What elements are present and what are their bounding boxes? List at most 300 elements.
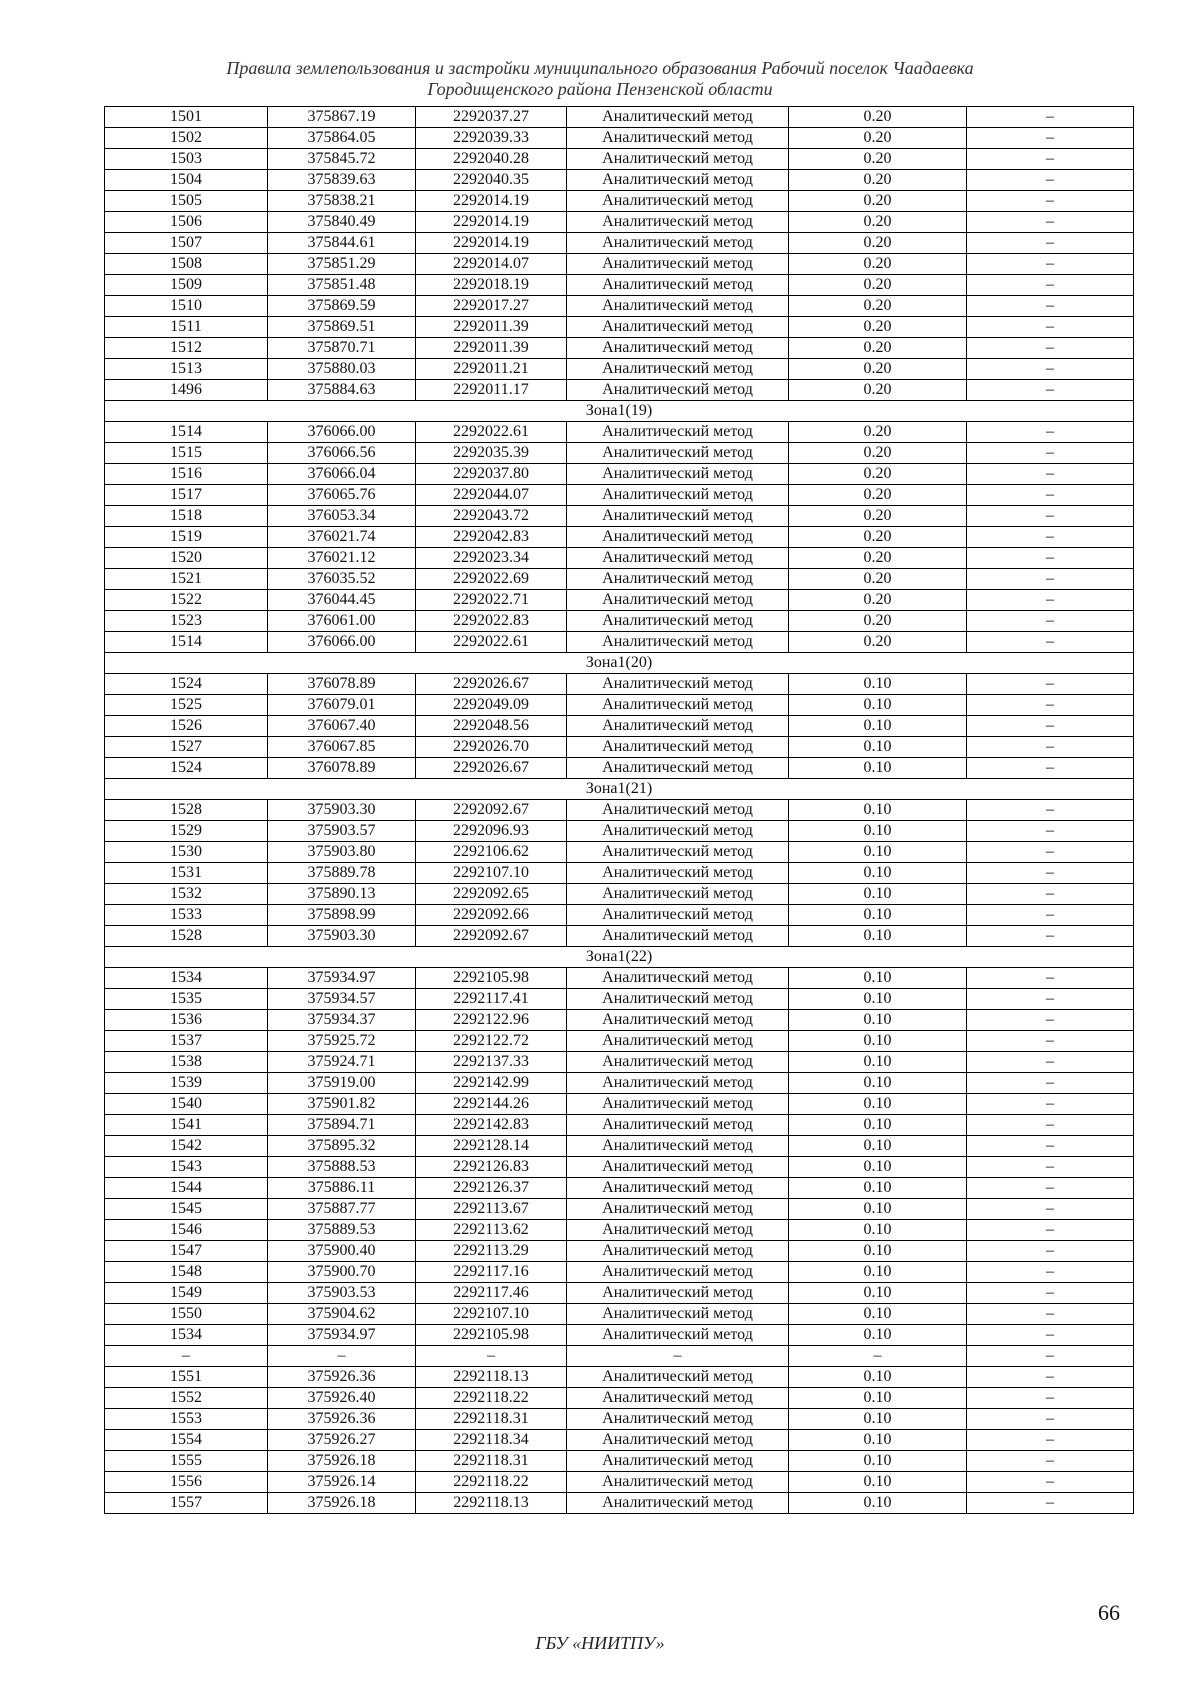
- x-coordinate-cell: 375888.53: [268, 1157, 416, 1178]
- accuracy-cell: 0.10: [789, 1136, 967, 1157]
- accuracy-cell: 0.10: [789, 884, 967, 905]
- accuracy-cell: 0.20: [789, 422, 967, 443]
- description-cell: –: [967, 212, 1134, 233]
- x-coordinate-cell: 376044.45: [268, 590, 416, 611]
- y-coordinate-cell: 2292048.56: [416, 716, 567, 737]
- table-row: [105, 842, 1134, 863]
- x-coordinate-cell: 375934.37: [268, 1010, 416, 1031]
- description-cell: –: [967, 1325, 1134, 1346]
- accuracy-cell: 0.10: [789, 1220, 967, 1241]
- table-row: [105, 1220, 1134, 1241]
- table-row: [105, 1241, 1134, 1262]
- method-cell: Аналитический метод: [567, 737, 789, 758]
- accuracy-cell: 0.20: [789, 359, 967, 380]
- y-coordinate-cell: 2292126.83: [416, 1157, 567, 1178]
- point-number-cell: 1508: [105, 254, 268, 275]
- description-cell: –: [967, 632, 1134, 653]
- description-cell: –: [967, 737, 1134, 758]
- point-number-cell: 1543: [105, 1157, 268, 1178]
- x-coordinate-cell: 375903.80: [268, 842, 416, 863]
- x-coordinate-cell: 375864.05: [268, 128, 416, 149]
- description-cell: –: [967, 1388, 1134, 1409]
- y-coordinate-cell: 2292092.66: [416, 905, 567, 926]
- accuracy-cell: 0.10: [789, 1199, 967, 1220]
- point-number-cell: 1503: [105, 149, 268, 170]
- x-coordinate-cell: 375889.78: [268, 863, 416, 884]
- method-cell: Аналитический метод: [567, 212, 789, 233]
- zone-header-row: [105, 947, 1134, 968]
- x-coordinate-cell: 375926.18: [268, 1493, 416, 1514]
- accuracy-cell: 0.20: [789, 506, 967, 527]
- method-cell: Аналитический метод: [567, 191, 789, 212]
- method-cell: Аналитический метод: [567, 968, 789, 989]
- point-number-cell: 1515: [105, 443, 268, 464]
- y-coordinate-cell: 2292118.22: [416, 1472, 567, 1493]
- x-coordinate-cell: 376065.76: [268, 485, 416, 506]
- method-cell: Аналитический метод: [567, 527, 789, 548]
- x-coordinate-cell: 375886.11: [268, 1178, 416, 1199]
- point-number-cell: 1511: [105, 317, 268, 338]
- x-coordinate-cell: 375889.53: [268, 1220, 416, 1241]
- accuracy-cell: 0.10: [789, 1493, 967, 1514]
- table-row: [105, 1388, 1134, 1409]
- accuracy-cell: 0.10: [789, 674, 967, 695]
- description-cell: –: [967, 1094, 1134, 1115]
- method-cell: Аналитический метод: [567, 149, 789, 170]
- point-number-cell: 1534: [105, 1325, 268, 1346]
- x-coordinate-cell: 375839.63: [268, 170, 416, 191]
- description-cell: –: [967, 1262, 1134, 1283]
- point-number-cell: 1536: [105, 1010, 268, 1031]
- accuracy-cell: 0.20: [789, 149, 967, 170]
- method-cell: Аналитический метод: [567, 1115, 789, 1136]
- description-cell: –: [967, 989, 1134, 1010]
- y-coordinate-cell: 2292092.67: [416, 926, 567, 947]
- description-cell: –: [967, 1220, 1134, 1241]
- method-cell: Аналитический метод: [567, 338, 789, 359]
- y-coordinate-cell: 2292040.35: [416, 170, 567, 191]
- x-coordinate-cell: 375867.19: [268, 107, 416, 128]
- description-cell: –: [967, 1157, 1134, 1178]
- method-cell: Аналитический метод: [567, 317, 789, 338]
- method-cell: Аналитический метод: [567, 1052, 789, 1073]
- y-coordinate-cell: 2292017.27: [416, 296, 567, 317]
- table-row: [105, 1472, 1134, 1493]
- point-number-cell: 1519: [105, 527, 268, 548]
- point-number-cell: 1516: [105, 464, 268, 485]
- description-cell: –: [967, 1178, 1134, 1199]
- point-number-cell: 1535: [105, 989, 268, 1010]
- table-row: [105, 527, 1134, 548]
- point-number-cell: 1528: [105, 926, 268, 947]
- y-coordinate-cell: 2292037.80: [416, 464, 567, 485]
- method-cell: Аналитический метод: [567, 1178, 789, 1199]
- accuracy-cell: –: [789, 1346, 967, 1367]
- point-number-cell: 1544: [105, 1178, 268, 1199]
- accuracy-cell: 0.20: [789, 254, 967, 275]
- accuracy-cell: 0.10: [789, 821, 967, 842]
- x-coordinate-cell: 375903.57: [268, 821, 416, 842]
- description-cell: –: [967, 527, 1134, 548]
- method-cell: Аналитический метод: [567, 233, 789, 254]
- point-number-cell: 1531: [105, 863, 268, 884]
- method-cell: Аналитический метод: [567, 422, 789, 443]
- y-coordinate-cell: 2292122.72: [416, 1031, 567, 1052]
- x-coordinate-cell: 376061.00: [268, 611, 416, 632]
- description-cell: –: [967, 821, 1134, 842]
- table-row: [105, 590, 1134, 611]
- table-row: [105, 1178, 1134, 1199]
- method-cell: Аналитический метод: [567, 1199, 789, 1220]
- description-cell: –: [967, 611, 1134, 632]
- accuracy-cell: 0.10: [789, 926, 967, 947]
- y-coordinate-cell: 2292014.07: [416, 254, 567, 275]
- accuracy-cell: 0.20: [789, 569, 967, 590]
- table-row: [105, 1262, 1134, 1283]
- table-row: [105, 821, 1134, 842]
- method-cell: Аналитический метод: [567, 485, 789, 506]
- description-cell: –: [967, 548, 1134, 569]
- table-row: [105, 296, 1134, 317]
- table-row: [105, 758, 1134, 779]
- accuracy-cell: 0.20: [789, 191, 967, 212]
- method-cell: Аналитический метод: [567, 1094, 789, 1115]
- method-cell: Аналитический метод: [567, 611, 789, 632]
- point-number-cell: 1524: [105, 758, 268, 779]
- accuracy-cell: 0.10: [789, 716, 967, 737]
- y-coordinate-cell: 2292137.33: [416, 1052, 567, 1073]
- accuracy-cell: 0.10: [789, 1052, 967, 1073]
- table-row: [105, 1493, 1134, 1514]
- description-cell: –: [967, 1283, 1134, 1304]
- accuracy-cell: 0.10: [789, 1472, 967, 1493]
- point-number-cell: 1496: [105, 380, 268, 401]
- y-coordinate-cell: 2292118.31: [416, 1451, 567, 1472]
- y-coordinate-cell: 2292035.39: [416, 443, 567, 464]
- description-cell: –: [967, 380, 1134, 401]
- description-cell: –: [967, 1304, 1134, 1325]
- x-coordinate-cell: 375934.97: [268, 1325, 416, 1346]
- point-number-cell: 1556: [105, 1472, 268, 1493]
- accuracy-cell: 0.10: [789, 1157, 967, 1178]
- description-cell: –: [967, 1073, 1134, 1094]
- point-number-cell: 1502: [105, 128, 268, 149]
- method-cell: Аналитический метод: [567, 1283, 789, 1304]
- x-coordinate-cell: 375903.30: [268, 926, 416, 947]
- method-cell: Аналитический метод: [567, 695, 789, 716]
- accuracy-cell: 0.20: [789, 485, 967, 506]
- point-number-cell: 1520: [105, 548, 268, 569]
- accuracy-cell: 0.10: [789, 863, 967, 884]
- y-coordinate-cell: 2292128.14: [416, 1136, 567, 1157]
- accuracy-cell: 0.10: [789, 1094, 967, 1115]
- y-coordinate-cell: 2292022.71: [416, 590, 567, 611]
- accuracy-cell: 0.10: [789, 1178, 967, 1199]
- y-coordinate-cell: 2292022.61: [416, 632, 567, 653]
- x-coordinate-cell: 376079.01: [268, 695, 416, 716]
- zone-label: Зона1(22): [105, 947, 1134, 968]
- method-cell: Аналитический метод: [567, 1367, 789, 1388]
- table-row: [105, 317, 1134, 338]
- table-row: [105, 149, 1134, 170]
- point-number-cell: 1552: [105, 1388, 268, 1409]
- x-coordinate-cell: 375900.40: [268, 1241, 416, 1262]
- accuracy-cell: 0.10: [789, 1241, 967, 1262]
- accuracy-cell: 0.20: [789, 443, 967, 464]
- table-row: [105, 1136, 1134, 1157]
- y-coordinate-cell: 2292122.96: [416, 1010, 567, 1031]
- y-coordinate-cell: 2292042.83: [416, 527, 567, 548]
- table-row: [105, 380, 1134, 401]
- description-cell: –: [967, 233, 1134, 254]
- zone-label: Зона1(20): [105, 653, 1134, 674]
- point-number-cell: 1523: [105, 611, 268, 632]
- y-coordinate-cell: 2292092.65: [416, 884, 567, 905]
- page-number: 66: [1098, 1600, 1120, 1625]
- method-cell: Аналитический метод: [567, 1241, 789, 1262]
- method-cell: Аналитический метод: [567, 107, 789, 128]
- x-coordinate-cell: 376035.52: [268, 569, 416, 590]
- y-coordinate-cell: 2292107.10: [416, 863, 567, 884]
- method-cell: Аналитический метод: [567, 1409, 789, 1430]
- description-cell: –: [967, 800, 1134, 821]
- table-row: [105, 254, 1134, 275]
- point-number-cell: 1514: [105, 632, 268, 653]
- accuracy-cell: 0.20: [789, 212, 967, 233]
- method-cell: Аналитический метод: [567, 296, 789, 317]
- x-coordinate-cell: 376066.56: [268, 443, 416, 464]
- description-cell: –: [967, 674, 1134, 695]
- y-coordinate-cell: 2292113.29: [416, 1241, 567, 1262]
- x-coordinate-cell: 375870.71: [268, 338, 416, 359]
- table-row: [105, 1409, 1134, 1430]
- point-number-cell: 1518: [105, 506, 268, 527]
- x-coordinate-cell: 375900.70: [268, 1262, 416, 1283]
- accuracy-cell: 0.20: [789, 317, 967, 338]
- point-number-cell: 1522: [105, 590, 268, 611]
- accuracy-cell: 0.10: [789, 758, 967, 779]
- x-coordinate-cell: 375919.00: [268, 1073, 416, 1094]
- description-cell: –: [967, 1115, 1134, 1136]
- accuracy-cell: 0.10: [789, 1388, 967, 1409]
- table-row: [105, 212, 1134, 233]
- table-row: [105, 464, 1134, 485]
- description-cell: –: [967, 1241, 1134, 1262]
- x-coordinate-cell: 375934.97: [268, 968, 416, 989]
- method-cell: Аналитический метод: [567, 926, 789, 947]
- description-cell: –: [967, 170, 1134, 191]
- point-number-cell: 1527: [105, 737, 268, 758]
- description-cell: –: [967, 1136, 1134, 1157]
- point-number-cell: 1540: [105, 1094, 268, 1115]
- point-number-cell: 1541: [105, 1115, 268, 1136]
- description-cell: –: [967, 863, 1134, 884]
- y-coordinate-cell: 2292117.16: [416, 1262, 567, 1283]
- table-row: [105, 1451, 1134, 1472]
- accuracy-cell: 0.20: [789, 548, 967, 569]
- point-number-cell: 1524: [105, 674, 268, 695]
- y-coordinate-cell: 2292023.34: [416, 548, 567, 569]
- method-cell: Аналитический метод: [567, 254, 789, 275]
- x-coordinate-cell: 375894.71: [268, 1115, 416, 1136]
- point-number-cell: 1539: [105, 1073, 268, 1094]
- accuracy-cell: 0.20: [789, 296, 967, 317]
- x-coordinate-cell: 375924.71: [268, 1052, 416, 1073]
- method-cell: Аналитический метод: [567, 842, 789, 863]
- accuracy-cell: 0.20: [789, 107, 967, 128]
- table-row: [105, 107, 1134, 128]
- description-cell: –: [967, 1052, 1134, 1073]
- accuracy-cell: 0.10: [789, 1073, 967, 1094]
- method-cell: Аналитический метод: [567, 1010, 789, 1031]
- table-row: [105, 569, 1134, 590]
- table-row: [105, 737, 1134, 758]
- method-cell: Аналитический метод: [567, 569, 789, 590]
- method-cell: Аналитический метод: [567, 1220, 789, 1241]
- accuracy-cell: 0.20: [789, 590, 967, 611]
- y-coordinate-cell: 2292022.61: [416, 422, 567, 443]
- description-cell: –: [967, 842, 1134, 863]
- point-number-cell: 1514: [105, 422, 268, 443]
- y-coordinate-cell: 2292026.67: [416, 674, 567, 695]
- x-coordinate-cell: 375851.48: [268, 275, 416, 296]
- y-coordinate-cell: 2292049.09: [416, 695, 567, 716]
- table-row: [105, 170, 1134, 191]
- description-cell: –: [967, 464, 1134, 485]
- table-row: [105, 443, 1134, 464]
- point-number-cell: 1534: [105, 968, 268, 989]
- method-cell: Аналитический метод: [567, 674, 789, 695]
- method-cell: Аналитический метод: [567, 884, 789, 905]
- x-coordinate-cell: 375880.03: [268, 359, 416, 380]
- method-cell: Аналитический метод: [567, 464, 789, 485]
- table-row: [105, 863, 1134, 884]
- x-coordinate-cell: 375904.62: [268, 1304, 416, 1325]
- x-coordinate-cell: 376078.89: [268, 674, 416, 695]
- method-cell: Аналитический метод: [567, 1388, 789, 1409]
- point-number-cell: 1506: [105, 212, 268, 233]
- table-row: [105, 926, 1134, 947]
- method-cell: Аналитический метод: [567, 1430, 789, 1451]
- table-row: [105, 1115, 1134, 1136]
- table-row: [105, 611, 1134, 632]
- accuracy-cell: 0.10: [789, 1115, 967, 1136]
- x-coordinate-cell: 375838.21: [268, 191, 416, 212]
- x-coordinate-cell: 376066.00: [268, 422, 416, 443]
- accuracy-cell: 0.10: [789, 1325, 967, 1346]
- description-cell: –: [967, 884, 1134, 905]
- method-cell: Аналитический метод: [567, 863, 789, 884]
- description-cell: –: [967, 695, 1134, 716]
- point-number-cell: 1526: [105, 716, 268, 737]
- table-row: [105, 1304, 1134, 1325]
- accuracy-cell: 0.10: [789, 1010, 967, 1031]
- table-row: [105, 548, 1134, 569]
- accuracy-cell: 0.10: [789, 1409, 967, 1430]
- point-number-cell: 1533: [105, 905, 268, 926]
- y-coordinate-cell: 2292044.07: [416, 485, 567, 506]
- table-row: [105, 905, 1134, 926]
- accuracy-cell: 0.20: [789, 170, 967, 191]
- y-coordinate-cell: 2292014.19: [416, 212, 567, 233]
- point-number-cell: 1525: [105, 695, 268, 716]
- accuracy-cell: 0.20: [789, 233, 967, 254]
- point-number-cell: 1550: [105, 1304, 268, 1325]
- page-header: [100, 58, 1100, 100]
- coordinates-table: [104, 106, 1134, 1514]
- accuracy-cell: 0.20: [789, 275, 967, 296]
- description-cell: –: [967, 1430, 1134, 1451]
- table-row: [105, 968, 1134, 989]
- page-footer: ГБУ «НИИТПУ»: [535, 1633, 665, 1653]
- description-cell: –: [967, 1493, 1134, 1514]
- x-coordinate-cell: 375926.36: [268, 1367, 416, 1388]
- table-row: [105, 800, 1134, 821]
- x-coordinate-cell: –: [268, 1346, 416, 1367]
- description-cell: –: [967, 1409, 1134, 1430]
- y-coordinate-cell: 2292118.34: [416, 1430, 567, 1451]
- method-cell: Аналитический метод: [567, 1451, 789, 1472]
- table-row: [105, 1010, 1134, 1031]
- method-cell: Аналитический метод: [567, 1031, 789, 1052]
- x-coordinate-cell: 376067.85: [268, 737, 416, 758]
- point-number-cell: 1512: [105, 338, 268, 359]
- x-coordinate-cell: 375903.30: [268, 800, 416, 821]
- description-cell: –: [967, 569, 1134, 590]
- method-cell: Аналитический метод: [567, 380, 789, 401]
- table-row: [105, 506, 1134, 527]
- x-coordinate-cell: 375890.13: [268, 884, 416, 905]
- description-cell: –: [967, 926, 1134, 947]
- y-coordinate-cell: 2292014.19: [416, 233, 567, 254]
- y-coordinate-cell: 2292011.39: [416, 338, 567, 359]
- point-number-cell: 1557: [105, 1493, 268, 1514]
- point-number-cell: 1554: [105, 1430, 268, 1451]
- y-coordinate-cell: –: [416, 1346, 567, 1367]
- table-row: [105, 1157, 1134, 1178]
- x-coordinate-cell: 375844.61: [268, 233, 416, 254]
- table-row: [105, 233, 1134, 254]
- point-number-cell: 1528: [105, 800, 268, 821]
- description-cell: –: [967, 338, 1134, 359]
- x-coordinate-cell: 375869.51: [268, 317, 416, 338]
- y-coordinate-cell: 2292113.62: [416, 1220, 567, 1241]
- y-coordinate-cell: 2292011.17: [416, 380, 567, 401]
- y-coordinate-cell: 2292037.27: [416, 107, 567, 128]
- method-cell: Аналитический метод: [567, 800, 789, 821]
- x-coordinate-cell: 376066.04: [268, 464, 416, 485]
- x-coordinate-cell: 375925.72: [268, 1031, 416, 1052]
- y-coordinate-cell: 2292126.37: [416, 1178, 567, 1199]
- y-coordinate-cell: 2292142.99: [416, 1073, 567, 1094]
- table-row: [105, 884, 1134, 905]
- description-cell: –: [967, 1346, 1134, 1367]
- x-coordinate-cell: 376021.12: [268, 548, 416, 569]
- x-coordinate-cell: 375926.27: [268, 1430, 416, 1451]
- x-coordinate-cell: 375926.14: [268, 1472, 416, 1493]
- description-cell: –: [967, 359, 1134, 380]
- accuracy-cell: 0.10: [789, 989, 967, 1010]
- method-cell: Аналитический метод: [567, 1073, 789, 1094]
- description-cell: –: [967, 128, 1134, 149]
- y-coordinate-cell: 2292117.46: [416, 1283, 567, 1304]
- point-number-cell: 1505: [105, 191, 268, 212]
- description-cell: –: [967, 1010, 1134, 1031]
- method-cell: Аналитический метод: [567, 506, 789, 527]
- zone-label: Зона1(19): [105, 401, 1134, 422]
- y-coordinate-cell: 2292118.22: [416, 1388, 567, 1409]
- point-number-cell: 1549: [105, 1283, 268, 1304]
